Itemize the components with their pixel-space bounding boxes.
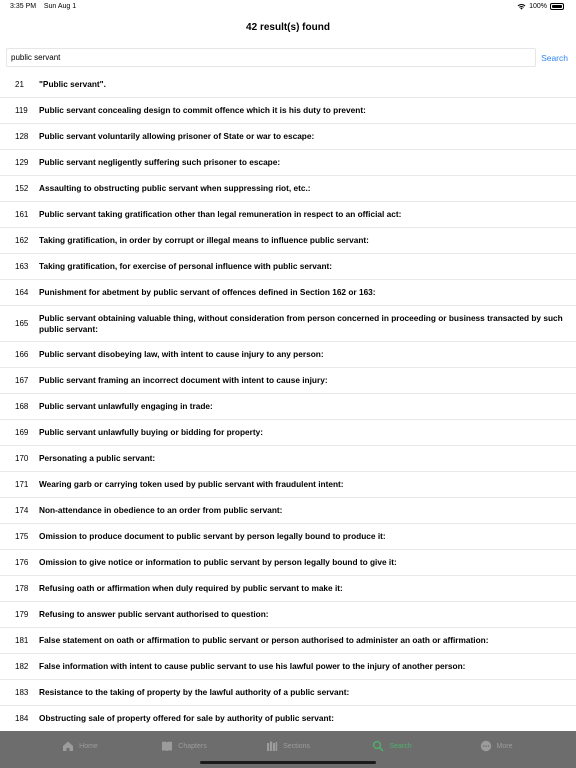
search-input[interactable] [6,48,536,67]
list-item[interactable] [0,176,576,202]
section-number: 175 [15,532,29,541]
section-number: 171 [15,480,29,489]
list-item[interactable] [0,472,576,498]
section-title: Public servant disobeying law, with intent to cause injury to any person: [39,349,324,359]
section-number: 168 [15,402,29,411]
section-title: Resistance to the taking of property by the lawful authority of a public servant: [39,687,350,697]
section-number: 21 [15,80,24,89]
section-number: 163 [15,262,29,271]
list-item[interactable] [0,124,576,150]
section-number: 128 [15,132,29,141]
status-bar [0,0,576,14]
search-button[interactable]: Search [541,52,568,63]
search-bar [6,48,570,67]
tab-label: Chapters [178,742,207,750]
list-item[interactable] [0,228,576,254]
section-number: 182 [15,662,29,671]
section-number: 184 [15,714,29,723]
battery-icon [550,3,564,10]
list-item[interactable] [0,98,576,124]
list-item[interactable] [0,254,576,280]
nav-header [0,14,576,44]
results-list [0,72,576,732]
more-icon [480,740,492,752]
list-item[interactable] [0,576,576,602]
section-title: Wearing garb or carrying token used by public servant with fraudulent intent: [39,479,344,489]
section-title: Public servant taking gratification other than legal remuneration in respect to an official act: [39,209,402,219]
section-number: 169 [15,428,29,437]
wifi-icon [517,3,526,10]
section-title: Obstructing sale of property offered for sale by authority of public servant: [39,713,335,723]
tab-sections[interactable] [236,731,340,761]
list-item[interactable] [0,72,576,98]
list-item[interactable] [0,394,576,420]
status-time: 3:35 PM [10,3,37,10]
list-item[interactable] [0,420,576,446]
section-number: 166 [15,350,29,359]
section-title: Assaulting to obstructing public servant when suppressing riot, etc.: [39,183,311,193]
library-icon [266,740,278,752]
list-item[interactable] [0,306,576,342]
section-number: 129 [15,158,29,167]
list-item[interactable] [0,368,576,394]
list-item[interactable] [0,680,576,706]
list-item[interactable] [0,628,576,654]
list-item[interactable] [0,654,576,680]
section-title: Personating a public servant: [39,453,156,463]
section-title: Omission to give notice or information to public servant by person legally bound to give it: [39,557,397,567]
section-title: Public servant unlawfully engaging in trade: [39,401,213,411]
list-item[interactable] [0,150,576,176]
list-item[interactable] [0,202,576,228]
tab-more[interactable] [444,731,548,761]
page-title: 42 result(s) found [246,22,330,33]
section-title: Punishment for abetment by public servant of offences defined in Section 162 or 163: [39,287,376,297]
tab-chapters[interactable] [132,731,236,761]
section-number: 174 [15,506,29,515]
tab-label: Search [389,742,412,750]
section-number: 181 [15,636,29,645]
section-title: Non-attendance in obedience to an order from public servant: [39,505,283,515]
book-icon [161,740,173,752]
status-right [517,3,564,10]
section-number: 179 [15,610,29,619]
tab-label: Home [79,742,98,750]
search-icon [372,740,384,752]
list-item[interactable] [0,602,576,628]
section-title: Refusing oath or affirmation when duly required by public servant to make it: [39,583,343,593]
section-number: 167 [15,376,29,385]
section-number: 165 [15,319,29,328]
list-item[interactable] [0,280,576,306]
section-title: Public servant voluntarily allowing prisoner of State or war to escape: [39,131,315,141]
status-time-date [10,3,76,10]
list-item[interactable] [0,342,576,368]
section-title: Public servant obtaining valuable thing, without consideration from person concerned in proceeding or business transacted by such public servant: [39,312,563,334]
tab-bar [0,731,576,768]
section-title: Public servant concealing design to commit offence which it is his duty to prevent: [39,105,366,115]
list-item[interactable] [0,550,576,576]
section-title: Taking gratification, for exercise of personal influence with public servant: [39,261,333,271]
section-title: Public servant unlawfully buying or bidding for property: [39,427,264,437]
section-title: Taking gratification, in order by corrupt or illegal means to influence public servant: [39,235,369,245]
tab-label: More [496,742,513,750]
section-number: 162 [15,236,29,245]
list-item[interactable] [0,446,576,472]
section-title: False statement on oath or affirmation to public servant or person authorised to administer an oath or affirmation: [39,635,489,645]
list-item[interactable] [0,706,576,732]
section-title: Omission to produce document to public servant by person legally bound to produce it: [39,531,386,541]
section-number: 178 [15,584,29,593]
section-title: "Public servant". [39,79,106,89]
section-title: False information with intent to cause public servant to use his lawful power to the injury of another person: [39,661,466,671]
tab-search[interactable] [340,731,444,761]
section-number: 152 [15,184,29,193]
home-icon [62,740,74,752]
section-number: 170 [15,454,29,463]
section-title: Public servant negligently suffering such prisoner to escape: [39,157,281,167]
section-number: 161 [15,210,29,219]
status-date: Sun Aug 1 [43,3,77,10]
section-number: 176 [15,558,29,567]
section-title: Refusing to answer public servant authorised to question: [39,609,269,619]
section-number: 164 [15,288,29,297]
home-indicator [200,761,376,764]
section-title: Public servant framing an incorrect document with intent to cause injury: [39,375,328,385]
list-item[interactable] [0,498,576,524]
section-number: 183 [15,688,29,697]
list-item[interactable] [0,524,576,550]
tab-label: Sections [283,742,310,750]
tab-home[interactable] [28,731,132,761]
battery-percent: 100% [529,3,547,10]
section-number: 119 [15,106,28,115]
